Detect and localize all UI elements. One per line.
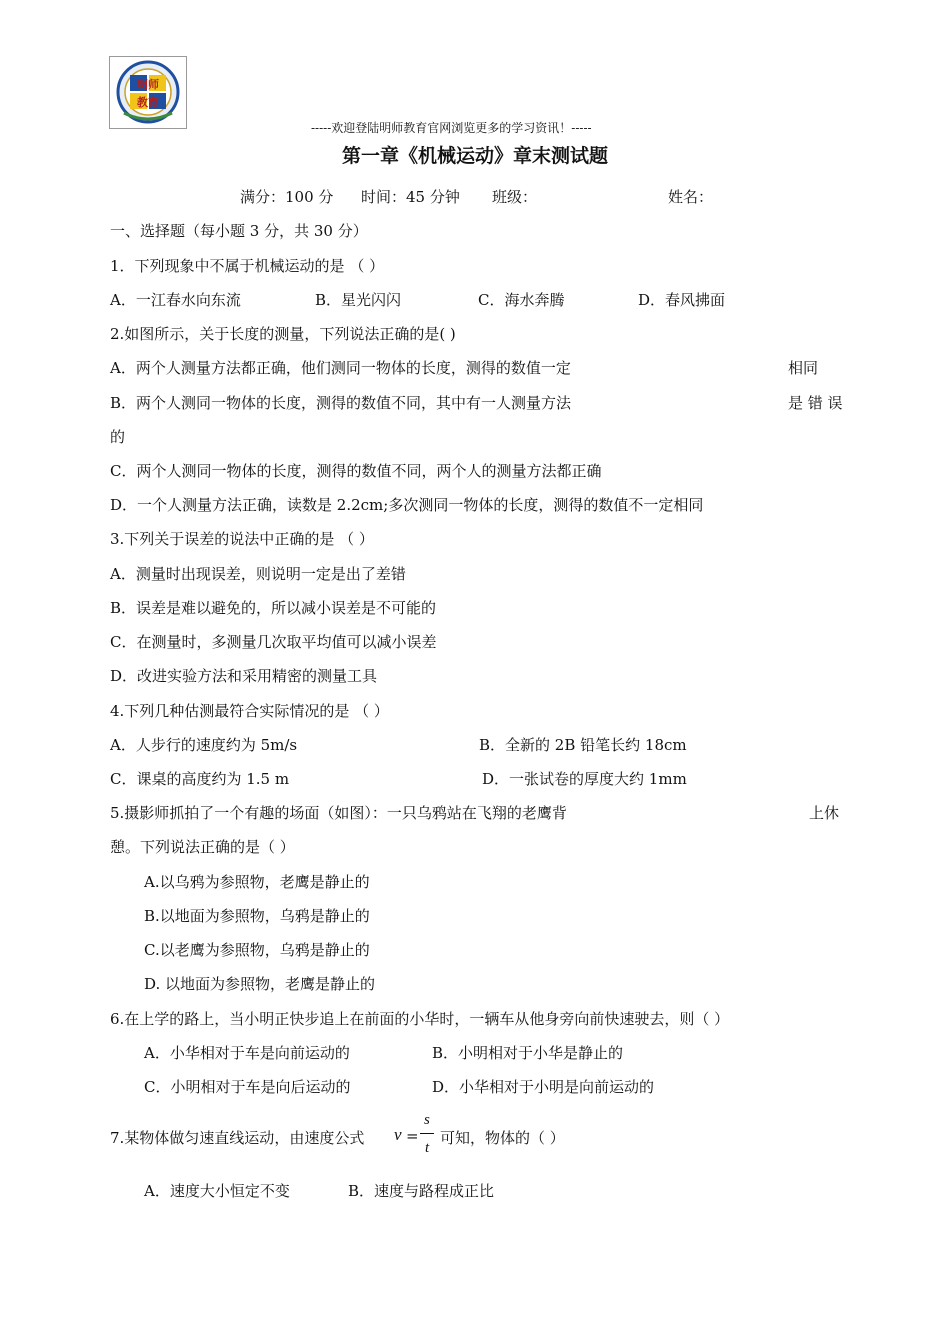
question-1-option-b: B．星光闪闪 bbox=[315, 291, 402, 309]
question-4-option-a: A．人步行的速度约为 5m/s bbox=[110, 736, 298, 754]
formula-equals: = bbox=[406, 1127, 419, 1145]
formula-denominator: t bbox=[425, 1140, 430, 1156]
question-6-option-a: A．小华相对于车是向前运动的 bbox=[144, 1044, 350, 1062]
page-title: 第一章《机械运动》章末测试题 bbox=[341, 145, 608, 167]
question-4-option-b: B．全新的 2B 铅笔长约 18cm bbox=[479, 736, 687, 754]
question-3-option-c: C．在测量时，多测量几次取平均值可以减小误差 bbox=[110, 633, 437, 651]
question-1-stem: 1．下列现象中不属于机械运动的是 （ ） bbox=[110, 257, 385, 275]
question-3-option-b: B．误差是难以避免的，所以减小误差是不可能的 bbox=[110, 599, 437, 617]
logo-text-bottom: 教育 bbox=[137, 96, 159, 109]
score-label: 满分：100 分 bbox=[240, 188, 334, 206]
question-4-option-d: D．一张试卷的厚度大约 1mm bbox=[482, 770, 687, 788]
question-5-option-b: B.以地面为参照物，乌鸦是静止的 bbox=[144, 907, 370, 925]
section-heading: 一、选择题（每小题 3 分，共 30 分） bbox=[110, 222, 368, 240]
question-4-stem: 4.下列几种估测最符合实际情况的是 （ ） bbox=[110, 702, 389, 720]
site-banner: -----欢迎登陆明师教育官网浏览更多的学习资讯！----- bbox=[311, 121, 592, 135]
question-3-stem: 3.下列关于误差的说法中正确的是 （ ） bbox=[110, 530, 374, 548]
question-5-option-c: C.以老鹰为参照物，乌鸦是静止的 bbox=[144, 941, 370, 959]
formula-velocity-var: v bbox=[394, 1125, 402, 1144]
question-2-option-b-end: 是 错 误 bbox=[788, 394, 843, 412]
question-7-stem-end: 可知，物体的（ ） bbox=[440, 1129, 565, 1147]
question-2-stem: 2.如图所示，关于长度的测量，下列说法正确的是( ) bbox=[110, 325, 456, 343]
question-1-option-d: D．春风拂面 bbox=[638, 291, 726, 309]
class-label: 班级： bbox=[492, 188, 538, 206]
question-5-stem: 5.摄影师抓拍了一个有趣的场面（如图）：一只乌鸦站在飞翔的老鹰背 bbox=[110, 804, 567, 822]
formula-numerator: s bbox=[424, 1112, 430, 1128]
question-6-option-b: B．小明相对于小华是静止的 bbox=[432, 1044, 624, 1062]
question-1-option-c: C．海水奔腾 bbox=[478, 291, 565, 309]
question-3-option-a: A．测量时出现误差，则说明一定是出了差错 bbox=[110, 565, 406, 583]
question-2-option-c: C．两个人测同一物体的长度，测得的数值不同，两个人的测量方法都正确 bbox=[110, 462, 602, 480]
question-7-stem: 7.某物体做匀速直线运动，由速度公式 bbox=[110, 1129, 365, 1147]
question-4-option-c: C．课桌的高度约为 1.5 m bbox=[110, 770, 290, 788]
question-5-stem-wrap: 憩。下列说法正确的是（ ） bbox=[110, 838, 295, 856]
question-5-stem-end: 上休 bbox=[809, 804, 840, 822]
school-emblem-icon bbox=[110, 57, 186, 128]
question-3-option-d: D．改进实验方法和采用精密的测量工具 bbox=[110, 667, 378, 685]
question-2-option-b: B．两个人测同一物体的长度，测得的数值不同，其中有一人测量方法 bbox=[110, 394, 572, 412]
fraction-bar bbox=[420, 1133, 434, 1134]
name-label: 姓名： bbox=[668, 188, 714, 206]
question-5-option-d: D. 以地面为参照物，老鹰是静止的 bbox=[144, 975, 376, 993]
question-2-option-a-end: 相同 bbox=[788, 359, 819, 377]
logo-text-top: 明师 bbox=[137, 78, 159, 91]
question-2-option-d: D．一个人测量方法正确，读数是 2.2cm;多次测同一物体的长度，测得的数值不一定相同 bbox=[110, 496, 704, 514]
question-6-option-c: C．小明相对于车是向后运动的 bbox=[144, 1078, 351, 1096]
question-5-option-a: A.以乌鸦为参照物，老鹰是静止的 bbox=[144, 873, 370, 891]
question-1-option-a: A．一江春水向东流 bbox=[110, 291, 241, 309]
question-2-option-a: A．两个人测量方法都正确，他们测同一物体的长度，测得的数值一定 bbox=[110, 359, 571, 377]
question-6-option-d: D．小华相对于小明是向前运动的 bbox=[432, 1078, 655, 1096]
time-label: 时间：45 分钟 bbox=[361, 188, 460, 206]
question-2-option-b-wrap: 的 bbox=[110, 428, 126, 446]
school-logo bbox=[109, 56, 187, 129]
question-6-stem: 6.在上学的路上，当小明正快步追上在前面的小华时，一辆车从他身旁向前快速驶去，则（ ） bbox=[110, 1010, 730, 1028]
question-7-option-a: A．速度大小恒定不变 bbox=[144, 1182, 290, 1200]
question-7-option-b: B．速度与路程成正比 bbox=[348, 1182, 495, 1200]
